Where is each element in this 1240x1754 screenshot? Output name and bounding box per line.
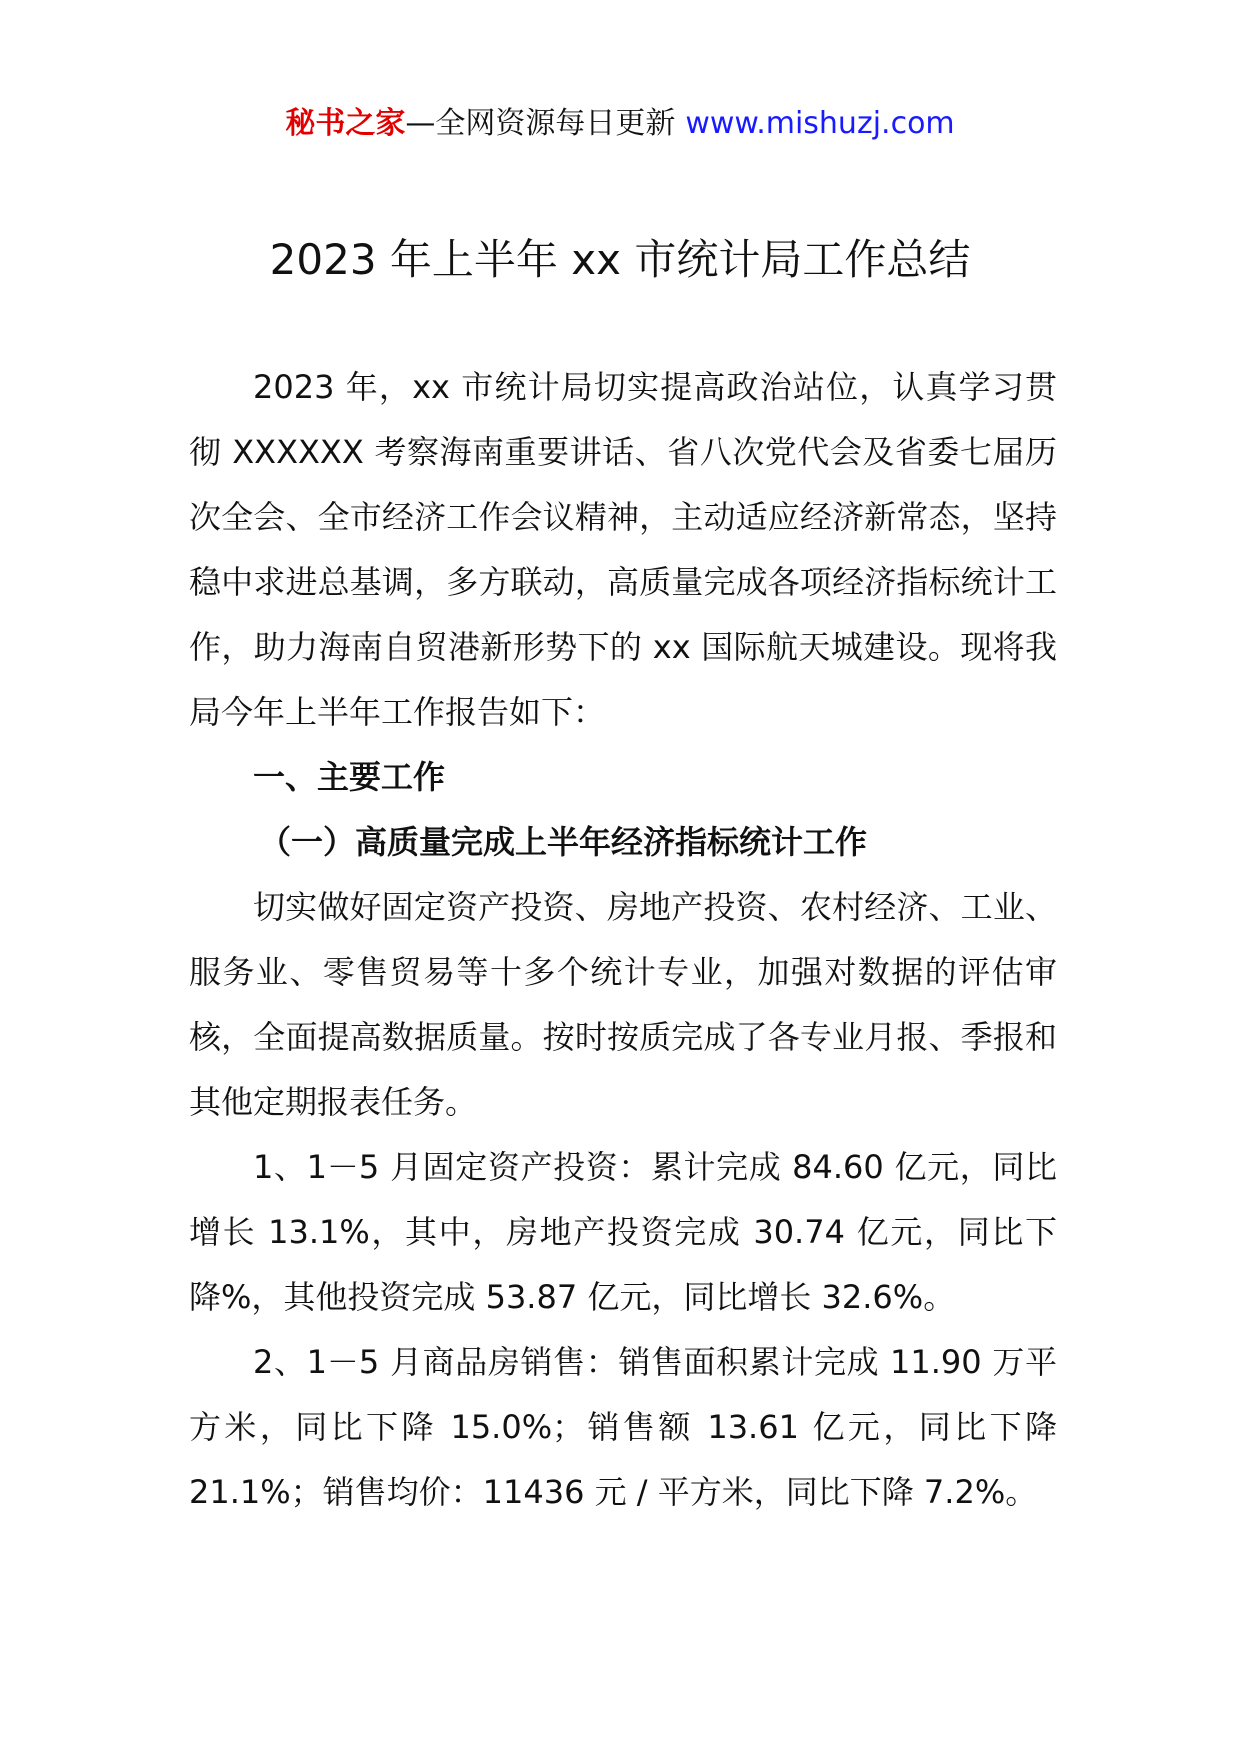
site-brand: 秘书之家	[285, 106, 406, 141]
site-slogan: —全网资源每日更新	[405, 106, 676, 141]
item-commercial-housing-sales: 2、1－5 月商品房销售：销售面积累计完成 11.90 万平方米，同比下降 15.0%；销售额 13.61 亿元，同比下降 21.1%；销售均价：11436 元 / 平方米，同比下降 7.2%。	[189, 1343, 1057, 1511]
document-body	[189, 355, 1057, 1525]
item-fixed-asset-investment: 1、1－5 月固定资产投资：累计完成 84.60 亿元，同比增长 13.1%，其中，房地产投资完成 30.74 亿元，同比下降%，其他投资完成 53.87 亿元，同比增长 32.6%。	[189, 1148, 1057, 1316]
subsection-heading-indicators: （一）高质量完成上半年经济指标统计工作	[259, 823, 868, 861]
intro-paragraph: 2023 年，xx 市统计局切实提高政治站位，认真学习贯彻 XXXXXX 考察海南重要讲话、省八次党代会及省委七届历次全会、全市经济工作会议精神，主动适应经济新常态，坚持稳中求进总基调，多方联动，高质量完成各项经济指标统计工作，助力海南自贸港新形势下的 xx 国际航天城建设。现将我局今年上半年工作报告如下：	[189, 368, 1057, 731]
document-title: 2023 年上半年 xx 市统计局工作总结	[269, 235, 971, 284]
section-heading-main-work: 一、主要工作	[253, 758, 446, 796]
site-url-link[interactable]: www.mishuzj.com	[685, 106, 955, 141]
site-header	[0, 102, 1240, 146]
subsection-paragraph: 切实做好固定资产投资、房地产投资、农村经济、工业、服务业、零售贸易等十多个统计专业，加强对数据的评估审核，全面提高数据质量。按时按质完成了各专业月报、季报和其他定期报表任务。	[189, 888, 1057, 1121]
